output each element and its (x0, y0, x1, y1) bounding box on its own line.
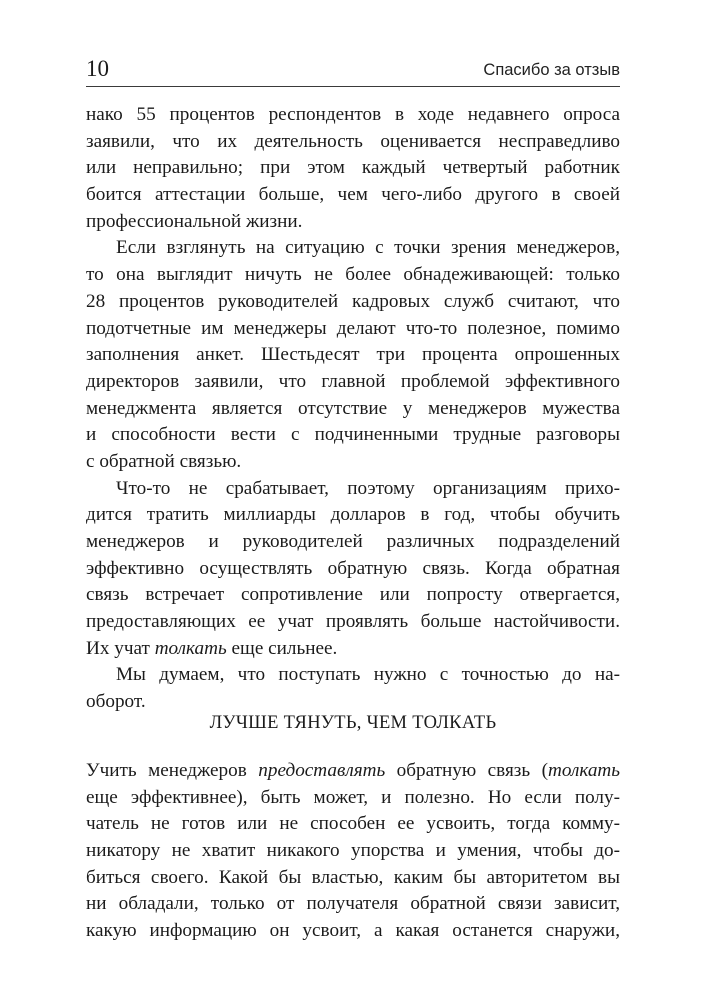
section-heading: ЛУЧШЕ ТЯНУТЬ, ЧЕМ ТОЛКАТЬ (209, 713, 497, 733)
text-line: с обратной связью. (86, 450, 242, 472)
text-line: заявили, что их деятельность оценивается несправедливо (86, 130, 620, 152)
text-line: какую информацию он усвоит, а какая останется снаружи, (86, 920, 620, 942)
text-line: оборот. (86, 691, 146, 713)
text-line: менеджмента является отсутствие у менеджеров мужества (86, 397, 620, 419)
text-line: Если взглянуть на ситуацию с точки зрения менеджеров, (116, 237, 620, 259)
text-line-with-emphasis (86, 758, 620, 785)
emphasis-text: предоставлять (258, 760, 386, 781)
text-line: биться своего. Какой бы властью, каким бы авторитетом вы (86, 866, 620, 888)
text-run: Их учат (86, 637, 155, 659)
emphasis-text: толкать (154, 637, 227, 659)
text-line: боится аттестации больше, чем чего-либо другого в своей (86, 184, 620, 206)
header-rule (86, 86, 620, 87)
text-line: Что-то не срабатывает, поэтому организациям прихо- (116, 477, 620, 499)
text-line: эффективно осуществлять обратную связь. Когда обратная (86, 557, 620, 579)
text-line: 28 процентов руководителей кадровых служб считают, что (86, 290, 620, 312)
text-line: никатору не хватит никакого упорства и умения, чтобы до- (86, 840, 620, 862)
text-line: предоставляющих ее учат проявлять больше настойчивости. (86, 611, 620, 633)
text-line: дится тратить миллиарды долларов в год, чтобы обучить (86, 504, 620, 526)
text-line: заполнения анкет. Шестьдесят три процента опрошенных (86, 344, 620, 366)
section-body-text (86, 758, 620, 945)
text-line: еще эффективнее), быть может, и полезно. Но если полу- (86, 786, 620, 808)
body-text (86, 102, 620, 716)
text-line: нако 55 процентов респондентов в ходе недавнего опроса (86, 104, 620, 125)
page-header (86, 56, 620, 88)
text-line: чатель не готов или не способен ее усвоить, тогда комму- (86, 813, 620, 835)
emphasis-text: толкать (547, 760, 620, 781)
text-line-with-emphasis (86, 636, 620, 663)
text-line: и способности вести с подчиненными трудные разговоры (86, 424, 620, 446)
text-run: еще сильнее. (226, 637, 338, 659)
text-line: подотчетные им менеджеры делают что-то полезное, помимо (86, 317, 620, 339)
page-number: 10 (86, 56, 109, 81)
text-run: обратную связь ( (385, 760, 548, 781)
text-line: менеджеров и руководителей различных подразделений (86, 531, 620, 552)
text-line: профессиональной жизни. (86, 210, 303, 232)
text-line: директоров заявили, что главной проблемой эффективного (86, 370, 620, 392)
text-line: ни обладали, только от получателя обратной связи зависит, (86, 893, 620, 915)
text-run: Учить менеджеров (86, 760, 259, 781)
running-title: Спасибо за отзыв (483, 61, 620, 79)
text-line: или неправильно; при этом каждый четвертый работник (86, 157, 620, 179)
text-line: Мы думаем, что поступать нужно с точностью до на- (116, 664, 620, 686)
text-line: связь встречает сопротивление или попросту отвергается, (86, 584, 620, 606)
text-line: то она выглядит ничуть не более обнадеживающей: только (86, 264, 620, 286)
